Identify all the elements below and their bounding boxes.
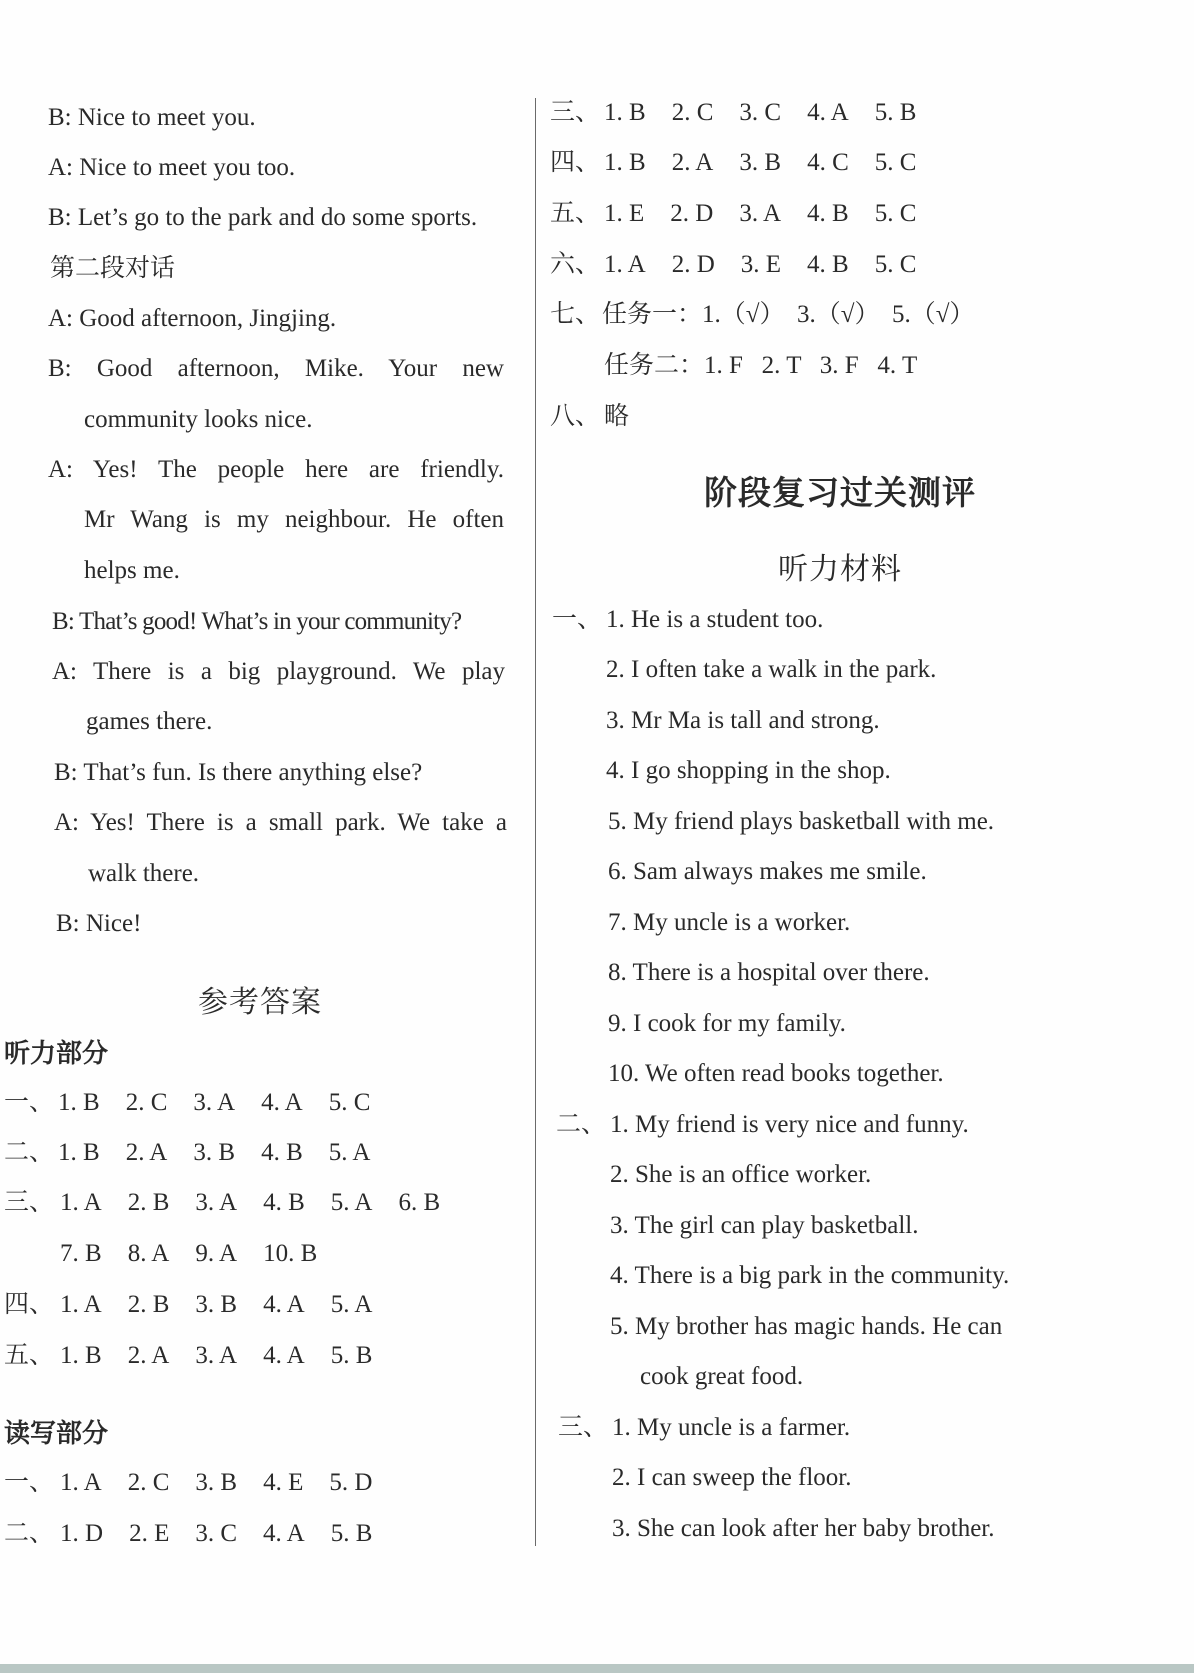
answer-item: 3. A: [739, 200, 782, 227]
answer-item: 2. A: [125, 1139, 168, 1166]
answer-item: 4. A: [261, 1089, 303, 1116]
listening-sentence: 1. My uncle is a farmer.: [612, 1414, 851, 1441]
answer-omitted: 略: [604, 403, 630, 430]
answer-row: [60, 1468, 398, 1498]
part-number: 一、: [552, 606, 603, 633]
answer-number: 五、: [4, 1342, 55, 1369]
answer-item: 5. B: [874, 99, 917, 126]
dialogue-line: walk there.: [88, 860, 200, 887]
dialogue-line: A: Good afternoon, Jingjing.: [48, 305, 337, 332]
answer-item: 1. B: [604, 149, 646, 176]
dialogue-line: community looks nice.: [84, 406, 313, 433]
answer-item: 10. B: [263, 1240, 318, 1267]
listening-sentence: 9. I cook for my family.: [608, 1010, 846, 1037]
answer-row: [58, 1138, 396, 1168]
answer-number: 一、: [4, 1469, 55, 1496]
answer-item: 5. C: [874, 200, 917, 227]
answer-item: 3. B: [739, 149, 782, 176]
answer-item: 5. A: [330, 1291, 373, 1318]
part-number: 二、: [556, 1111, 607, 1138]
answer-item: 1. B: [60, 1342, 102, 1369]
dialogue-line: A: Yes! The people here are friendly.: [48, 456, 504, 483]
answer-item: 2. C: [127, 1469, 170, 1496]
answer-number: 三、: [4, 1189, 55, 1216]
answer-item: 3. B: [195, 1469, 238, 1496]
answer-row: [604, 148, 942, 178]
answer-item: 3. B: [195, 1291, 238, 1318]
answer-item: 4. B: [261, 1139, 303, 1166]
answer-row: [604, 199, 942, 229]
dialogue-line: B: Nice to meet you.: [48, 104, 256, 131]
answer-item: 5. C: [874, 149, 917, 176]
answer-row: [60, 1239, 343, 1269]
listening-sentence: 2. She is an office worker.: [610, 1161, 872, 1188]
listening-sentence: 1. He is a student too.: [606, 606, 824, 633]
listening-sentence: 5. My friend plays basketball with me.: [608, 808, 995, 835]
dialogue-line: B: Let’s go to the park and do some sports.: [48, 204, 478, 231]
answer-item: 1. A: [604, 251, 646, 278]
answer-item: 5. B: [330, 1342, 373, 1369]
listening-sentence: 8. There is a hospital over there.: [608, 959, 930, 986]
answer-item: 1. B: [58, 1089, 100, 1116]
answer-row: [60, 1290, 398, 1320]
dialogue-line: B: That’s good! What’s in your community?: [52, 608, 462, 635]
answer-item: 5. C: [874, 251, 917, 278]
answer-item: 9. A: [195, 1240, 238, 1267]
answer-item: 3. A: [193, 1089, 236, 1116]
answer-number: 二、: [4, 1139, 55, 1166]
answer-item: 4. C: [807, 149, 849, 176]
answer-number: 二、: [4, 1520, 55, 1547]
listening-section-label: 听力部分: [4, 1039, 109, 1068]
answer-number: 六、: [550, 251, 601, 278]
answer-item: 3. C: [739, 99, 782, 126]
listening-sentence: 4. I go shopping in the shop.: [606, 757, 891, 784]
answer-item: 6. B: [398, 1189, 441, 1216]
answer-row: [604, 250, 942, 280]
answer-item: 4. A: [263, 1342, 305, 1369]
answer-item: 1. A: [60, 1291, 102, 1318]
scan-edge: [0, 1664, 1194, 1673]
listening-material-title: 听力材料: [778, 553, 902, 586]
answer-row: [58, 1088, 396, 1118]
answer-row: [60, 1341, 398, 1371]
answer-item: 2. A: [671, 149, 714, 176]
dialogue-line: Mr Wang is my neighbour. He often: [84, 506, 504, 533]
answer-item: 2. C: [671, 99, 714, 126]
task-one-answers: 任务一：1.（√） 3.（√） 5.（√）: [602, 301, 975, 328]
answer-number: 一、: [4, 1089, 55, 1116]
dialogue2-title: 第二段对话: [50, 255, 176, 282]
answer-number: 七、: [550, 301, 601, 328]
dialogue-line: A: Yes! There is a small park. We take a: [54, 809, 507, 836]
answer-number: 八、: [550, 403, 601, 430]
listening-sentence: 7. My uncle is a worker.: [608, 909, 851, 936]
listening-sentence: 4. There is a big park in the community.: [610, 1262, 1010, 1289]
answer-item: 2. B: [127, 1189, 170, 1216]
answer-row: [60, 1188, 466, 1218]
listening-sentence: 10. We often read books together.: [608, 1060, 944, 1087]
answer-item: 2. C: [125, 1089, 168, 1116]
listening-sentence: 2. I often take a walk in the park.: [606, 656, 937, 683]
listening-sentence: 2. I can sweep the floor.: [612, 1464, 852, 1491]
answer-item: 5. A: [328, 1139, 371, 1166]
answer-row: [60, 1519, 398, 1549]
answer-number: 四、: [4, 1291, 55, 1318]
answer-item: 1. A: [60, 1469, 102, 1496]
answer-item: 1. A: [60, 1189, 102, 1216]
answer-item: 2. B: [127, 1291, 170, 1318]
dialogue-line: B: Good afternoon, Mike. Your new: [48, 355, 504, 382]
dialogue-line: B: That’s fun. Is there anything else?: [54, 759, 423, 786]
listening-sentence: 6. Sam always makes me smile.: [608, 858, 927, 885]
listening-sentence: 5. My brother has magic hands. He can: [610, 1313, 1003, 1340]
listening-sentence: cook great food.: [640, 1363, 804, 1390]
answer-item: 4. E: [263, 1469, 304, 1496]
answer-item: 1. E: [604, 200, 645, 227]
answer-number: 三、: [550, 99, 601, 126]
answer-item: 2. D: [671, 251, 715, 278]
dialogue-line: helps me.: [84, 557, 180, 584]
answer-item: 1. B: [604, 99, 646, 126]
answer-item: 8. A: [127, 1240, 170, 1267]
answer-item: 3. B: [193, 1139, 236, 1166]
answer-number: 五、: [550, 200, 601, 227]
answer-item: 4. B: [807, 251, 849, 278]
stage-review-title: 阶段复习过关测评: [704, 476, 976, 512]
answer-item: 5. D: [329, 1469, 373, 1496]
answer-item: 4. A: [263, 1291, 305, 1318]
answer-item: 2. D: [670, 200, 714, 227]
readwrite-section-label: 读写部分: [4, 1419, 109, 1448]
task-two-answers: 任务二：1. F 2. T 3. F 4. T: [604, 352, 918, 379]
answer-item: 5. B: [330, 1520, 373, 1547]
part-number: 三、: [558, 1414, 609, 1441]
answer-item: 5. C: [328, 1089, 371, 1116]
answer-item: 2. A: [127, 1342, 170, 1369]
listening-sentence: 3. The girl can play basketball.: [610, 1212, 919, 1239]
answer-item: 3. E: [740, 251, 782, 278]
answer-item: 5. A: [330, 1189, 373, 1216]
dialogue-line: A: There is a big playground. We play: [52, 658, 505, 685]
answers-title: 参考答案: [198, 986, 322, 1019]
answer-item: 3. A: [195, 1189, 238, 1216]
dialogue-line: games there.: [86, 708, 213, 735]
answer-number: 四、: [550, 149, 601, 176]
answer-item: 3. A: [195, 1342, 238, 1369]
answer-item: 1. B: [58, 1139, 100, 1166]
listening-sentence: 3. Mr Ma is tall and strong.: [606, 707, 880, 734]
answer-item: 3. C: [195, 1520, 238, 1547]
answer-row: [604, 98, 942, 128]
answer-item: 4. B: [263, 1189, 305, 1216]
answer-item: 4. B: [807, 200, 849, 227]
listening-sentence: 3. She can look after her baby brother.: [612, 1515, 995, 1542]
dialogue-line: B: Nice!: [56, 910, 142, 937]
answer-item: 2. E: [129, 1520, 170, 1547]
column-divider: [535, 98, 536, 1546]
answer-item: 1. D: [60, 1520, 104, 1547]
answer-item: 7. B: [60, 1240, 102, 1267]
answer-item: 4. A: [807, 99, 849, 126]
listening-sentence: 1. My friend is very nice and funny.: [610, 1111, 969, 1138]
dialogue-line: A: Nice to meet you too.: [48, 154, 296, 181]
answer-item: 4. A: [263, 1520, 305, 1547]
